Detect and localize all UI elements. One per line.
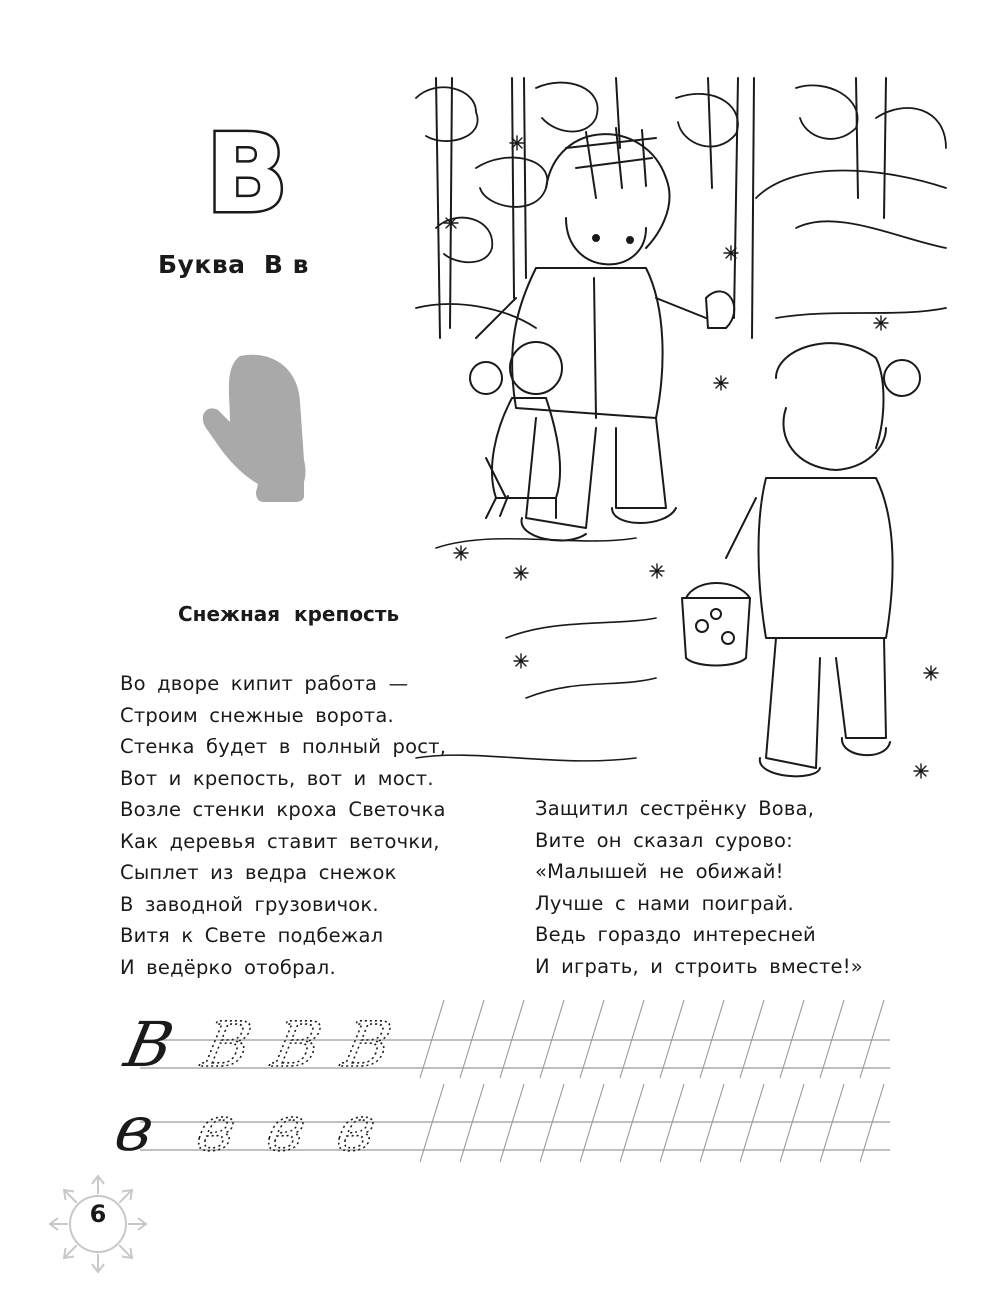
poem-line: Как деревья ставит веточки, — [120, 829, 440, 853]
poem-stanza-left — [120, 668, 446, 983]
poem-line: И ведёрко отобрал. — [120, 955, 336, 979]
snowflakes — [444, 136, 938, 778]
snow-ground — [416, 538, 656, 761]
snowflake-ray — [119, 1245, 132, 1258]
poem-line: «Малышей не обижай! — [535, 860, 784, 883]
copybook-lowercase-trace: в — [190, 1092, 243, 1165]
copybook-uppercase-trace: В — [266, 1008, 328, 1081]
poem-line: В заводной грузовичок. — [120, 892, 379, 916]
poem-line: И играть, и строить вместе!» — [535, 954, 863, 978]
big-letter-glyph — [205, 112, 289, 237]
poem-line: Строим снежные ворота. — [120, 703, 394, 727]
snowflake-ray — [92, 1254, 104, 1272]
snowflake-ray — [64, 1245, 77, 1258]
slant-guide-line — [460, 1000, 484, 1078]
slant-guide-line — [660, 1000, 684, 1078]
slant-guide-line — [620, 1000, 644, 1078]
copybook-lowercase-trace: в — [330, 1092, 383, 1165]
slant-guide-line — [780, 1000, 804, 1078]
mitten-icon — [200, 352, 318, 502]
page-number: 6 — [89, 1200, 107, 1228]
poem-line: Ведь гораздо интересней — [535, 923, 816, 946]
poem-title: Снежная крепость — [178, 602, 400, 626]
copybook-uppercase-letter: В — [118, 1008, 180, 1081]
slant-guide-line — [580, 1000, 604, 1078]
poem-line: Витя к Свете подбежал — [120, 924, 384, 947]
poem-line: Вот и крепость, вот и мост. — [120, 766, 434, 790]
copybook-lowercase-letter: в — [108, 1092, 161, 1165]
slant-guide-line — [860, 1000, 884, 1078]
poem-line: Защитил сестрёнку Вова, — [535, 797, 815, 820]
slant-guide-line — [820, 1000, 844, 1078]
slant-guide-line — [740, 1000, 764, 1078]
winter-scene-illustration — [416, 78, 946, 798]
poem-line: Лучше с нами поиграй. — [535, 891, 794, 915]
slant-guide-line — [540, 1000, 564, 1078]
poem-line: Стенка будет в полный рост, — [120, 735, 447, 758]
poem-line: Сыплет из ведра снежок — [120, 861, 397, 884]
letter-title: Буква В в — [158, 250, 309, 279]
slant-guide-line — [420, 1000, 444, 1078]
small-child — [470, 342, 562, 518]
slant-guide-line — [500, 1000, 524, 1078]
poem-stanza-right — [535, 793, 863, 982]
big-letter-text: В — [205, 112, 289, 237]
copybook-uppercase-trace: В — [196, 1008, 258, 1081]
copybook-practice — [108, 1000, 900, 1170]
ruled-lines — [140, 1040, 890, 1150]
boy-with-bucket — [682, 343, 920, 776]
snow-clumps — [416, 83, 946, 328]
poem-line: Возле стенки кроха Светочка — [120, 798, 446, 821]
slant-guide-line — [700, 1000, 724, 1078]
boy-with-hat — [476, 128, 734, 541]
copybook-uppercase-trace: В — [336, 1008, 398, 1081]
snowflake-ray — [92, 1176, 104, 1194]
poem-line: Вите он сказал сурово: — [535, 828, 793, 852]
slant-lines — [420, 1000, 884, 1162]
copybook-lowercase-trace: в — [260, 1092, 313, 1165]
poem-line: Во дворе кипит работа — — [120, 672, 409, 695]
